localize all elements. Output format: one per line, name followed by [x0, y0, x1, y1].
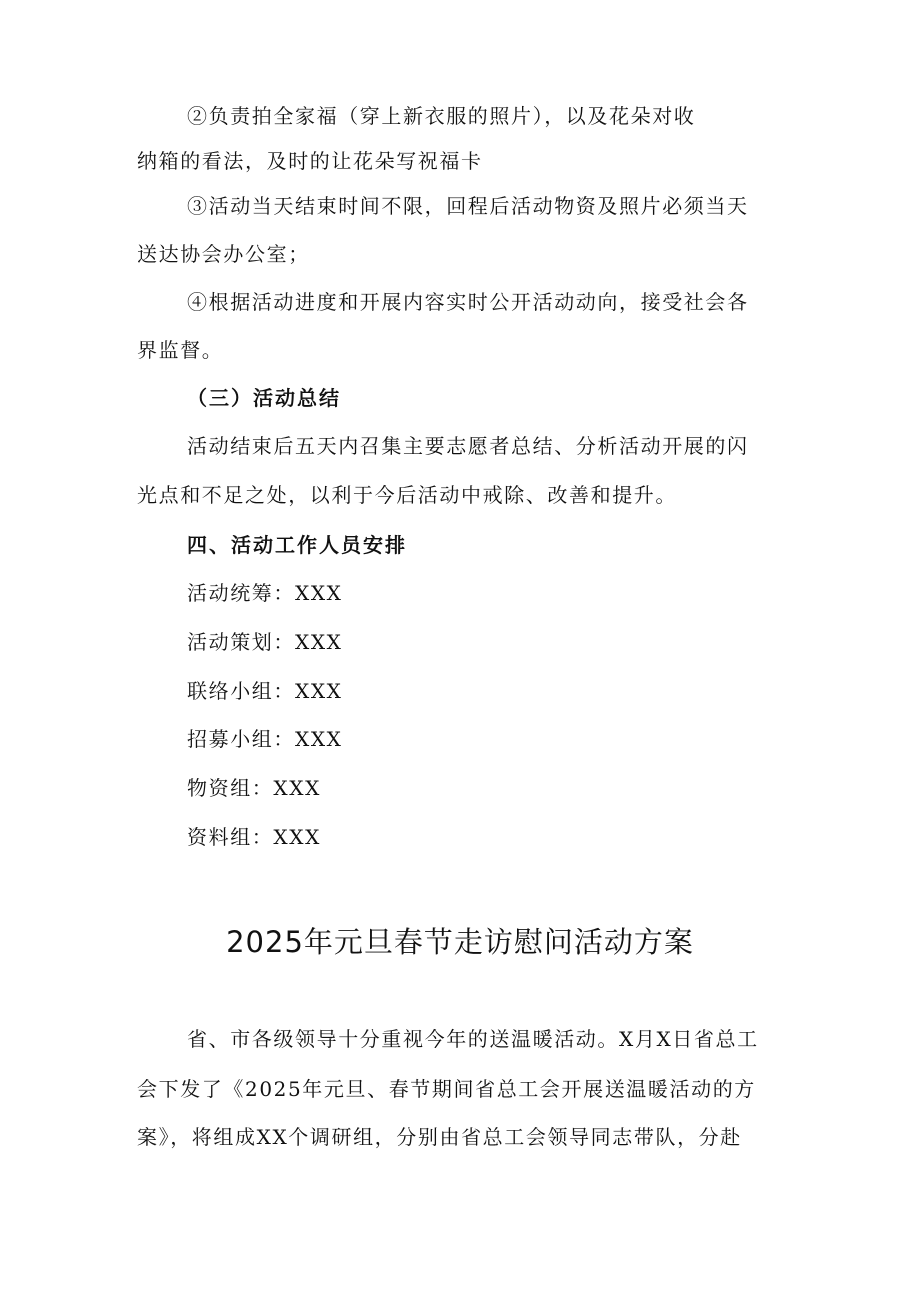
staff-role-recruiting: 招募小组：XXX — [187, 727, 343, 751]
item-2-line-1: ②负责拍全家福（穿上新衣服的照片），以及花朵对收 — [187, 104, 696, 128]
staff-role-supplies: 物资组：XXX — [187, 776, 321, 800]
doc2-para-line-2: 会下发了《2025年元旦、春节期间省总工会开展送温暖活动的方 — [137, 1077, 756, 1101]
summary-para-line-2: 光点和不足之处，以利于今后活动中戒除、改善和提升。 — [137, 483, 677, 507]
item-4-line-1: ④根据活动进度和开展内容实时公开活动动向，接受社会各 — [187, 290, 749, 314]
summary-para-line-1: 活动结束后五天内召集主要志愿者总结、分析活动开展的闪 — [187, 434, 749, 458]
staff-role-liaison: 联络小组：XXX — [187, 679, 343, 703]
doc2-para-line-1: 省、市各级领导十分重视今年的送温暖活动。X月X日省总工 — [187, 1027, 759, 1051]
summary-heading: （三）活动总结 — [187, 386, 341, 410]
staff-role-planning: 活动策划：XXX — [187, 630, 343, 654]
staff-heading: 四、活动工作人员安排 — [187, 533, 407, 557]
staff-role-materials: 资料组：XXX — [187, 825, 321, 849]
item-4-line-2: 界监督。 — [137, 338, 224, 362]
item-3-line-2: 送达协会办公室； — [137, 242, 310, 266]
doc2-para-line-3: 案》，将组成XX个调研组，分别由省总工会领导同志带队，分赴 — [137, 1125, 742, 1149]
staff-role-coordinator: 活动统筹：XXX — [187, 581, 343, 605]
item-3-line-1: ③活动当天结束时间不限，回程后活动物资及照片必须当天 — [187, 194, 749, 218]
item-2-line-2: 纳箱的看法，及时的让花朵写祝福卡 — [137, 149, 483, 173]
document-title: 2025年元旦春节走访慰问活动方案 — [226, 925, 694, 959]
